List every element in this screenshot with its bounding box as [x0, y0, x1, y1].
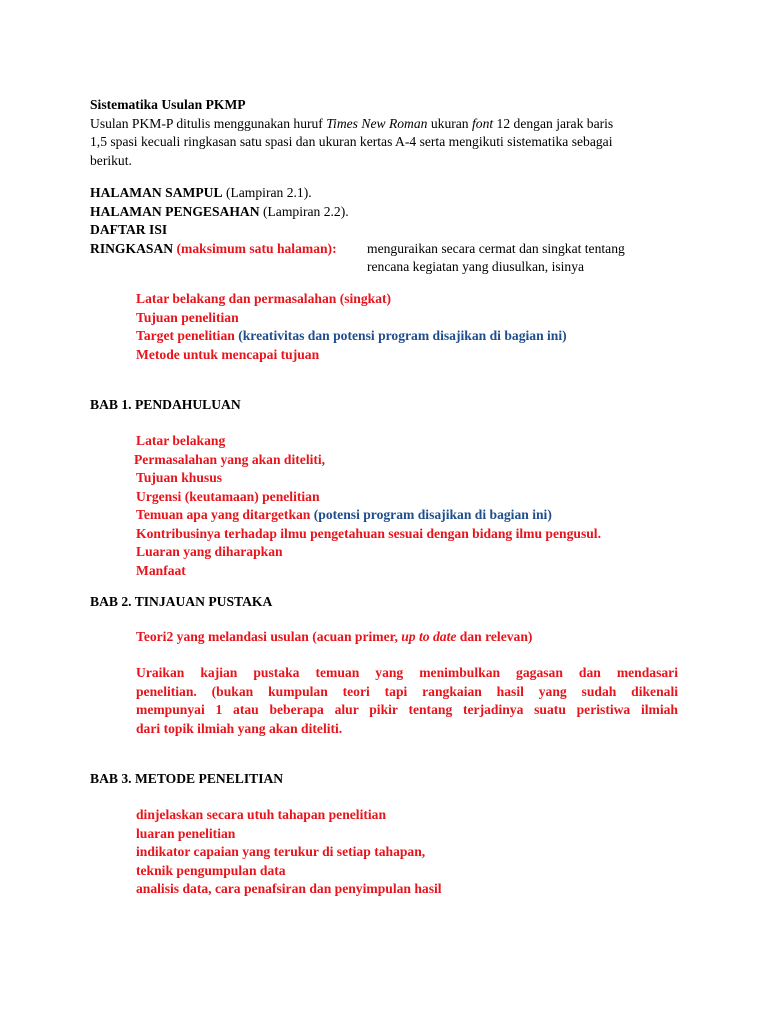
list-item: Latar belakang dan permasalahan (singkat): [136, 291, 392, 306]
bab3-items: [136, 806, 678, 899]
cover-ref: (Lampiran 2.1).: [222, 185, 312, 200]
approval-line: [90, 203, 678, 222]
list-item: Permasalahan yang akan diteliti,: [134, 451, 326, 467]
list-item: analisis data, cara penafsiran dan penyimpulan hasil: [136, 881, 442, 896]
doc-title: Sistematika Usulan PKMP: [90, 97, 246, 112]
list-item: dinjelaskan secara utuh tahapan penelitian: [136, 807, 387, 822]
theory-text: Teori2 yang melandasi usulan (acuan primer,: [136, 629, 402, 644]
bab1-items: [136, 432, 678, 580]
summary-line-2: [90, 258, 678, 277]
paragraph-line: mempunyai 1 atau beberapa alur pikir tentang terjadinya suatu peristiwa ilmiah: [136, 702, 678, 717]
list-item: Tujuan khusus: [136, 470, 223, 485]
list-item-note: (kreativitas dan potensi program disajikan di bagian ini): [234, 328, 567, 343]
summary-items: [136, 290, 678, 364]
list-item: Latar belakang: [136, 433, 226, 448]
font-name: Times New Roman: [326, 115, 428, 131]
approval-ref: (Lampiran 2.2).: [259, 203, 349, 219]
cover-line: [90, 184, 678, 203]
summary-note: (maksimum satu halaman):: [173, 240, 337, 256]
list-item: Tujuan penelitian: [136, 309, 239, 325]
theory-italic: up to date: [401, 629, 457, 644]
section-heading: BAB 1. PENDAHULUAN: [90, 397, 241, 412]
list-item: teknik pengumpulan data: [136, 862, 286, 878]
list-item: Kontribusinya terhadap ilmu pengetahuan sesuai dengan bidang ilmu pengusul.: [136, 525, 601, 541]
list-item: Metode untuk mencapai tujuan: [136, 346, 320, 362]
front-matter-section: [90, 184, 678, 277]
summary-desc-1: menguraikan secara cermat dan singkat tentang: [367, 240, 625, 256]
toc-label: DAFTAR ISI: [90, 222, 168, 237]
theory-text: dan relevan): [456, 629, 533, 644]
bab3-heading: [90, 770, 678, 789]
section-heading: BAB 2. TINJAUAN PUSTAKA: [90, 594, 273, 609]
list-item: indikator capaian yang terukur di setiap tahapan,: [136, 844, 426, 859]
list-item: Luaran yang diharapkan: [136, 544, 283, 559]
list-item-text: Target penelitian: [136, 328, 235, 343]
theory-line: [136, 628, 678, 647]
summary-desc-2: rencana kegiatan yang diusulkan, isinya: [367, 259, 585, 274]
list-item-text: Temuan apa yang ditargetkan: [136, 507, 311, 522]
bab2-paragraph: [136, 664, 678, 738]
intro-text: ukuran: [427, 115, 472, 131]
paragraph-line: Uraikan kajian pustaka temuan yang menimbulkan gagasan dan mendasari: [136, 665, 678, 680]
list-item: [136, 506, 678, 525]
paragraph-line: dari topik ilmiah yang akan diteliti.: [136, 720, 343, 736]
intro-text: 12 dengan jarak baris: [493, 115, 614, 131]
intro-text: Usulan PKM-P ditulis menggunakan huruf: [90, 115, 327, 131]
summary-label: RINGKASAN: [90, 240, 174, 256]
intro-line-3: berikut.: [90, 152, 132, 168]
summary-line: [90, 240, 678, 259]
bab1-heading: [90, 396, 678, 415]
cover-label: HALAMAN SAMPUL: [90, 185, 223, 200]
bab2-theory: [136, 628, 678, 647]
list-item: luaran penelitian: [136, 825, 236, 841]
intro-line-1: [90, 115, 678, 134]
section-heading: BAB 3. METODE PENELITIAN: [90, 771, 284, 786]
list-item: Manfaat: [136, 562, 186, 578]
list-item: Urgensi (keutamaan) penelitian: [136, 488, 320, 504]
list-item: [136, 327, 678, 346]
paragraph-line: penelitian. (bukan kumpulan teori tapi rangkaian hasil yang sudah dikenali: [136, 683, 678, 699]
approval-label: HALAMAN PENGESAHAN: [90, 203, 260, 219]
intro-section: [90, 96, 678, 170]
font-word: font: [472, 115, 494, 131]
bab2-heading: [90, 593, 678, 612]
list-item-note: (potensi program disajikan di bagian ini): [310, 507, 552, 522]
intro-line-2: 1,5 spasi kecuali ringkasan satu spasi dan ukuran kertas A-4 serta mengikuti sistematika sebagai: [90, 134, 613, 149]
